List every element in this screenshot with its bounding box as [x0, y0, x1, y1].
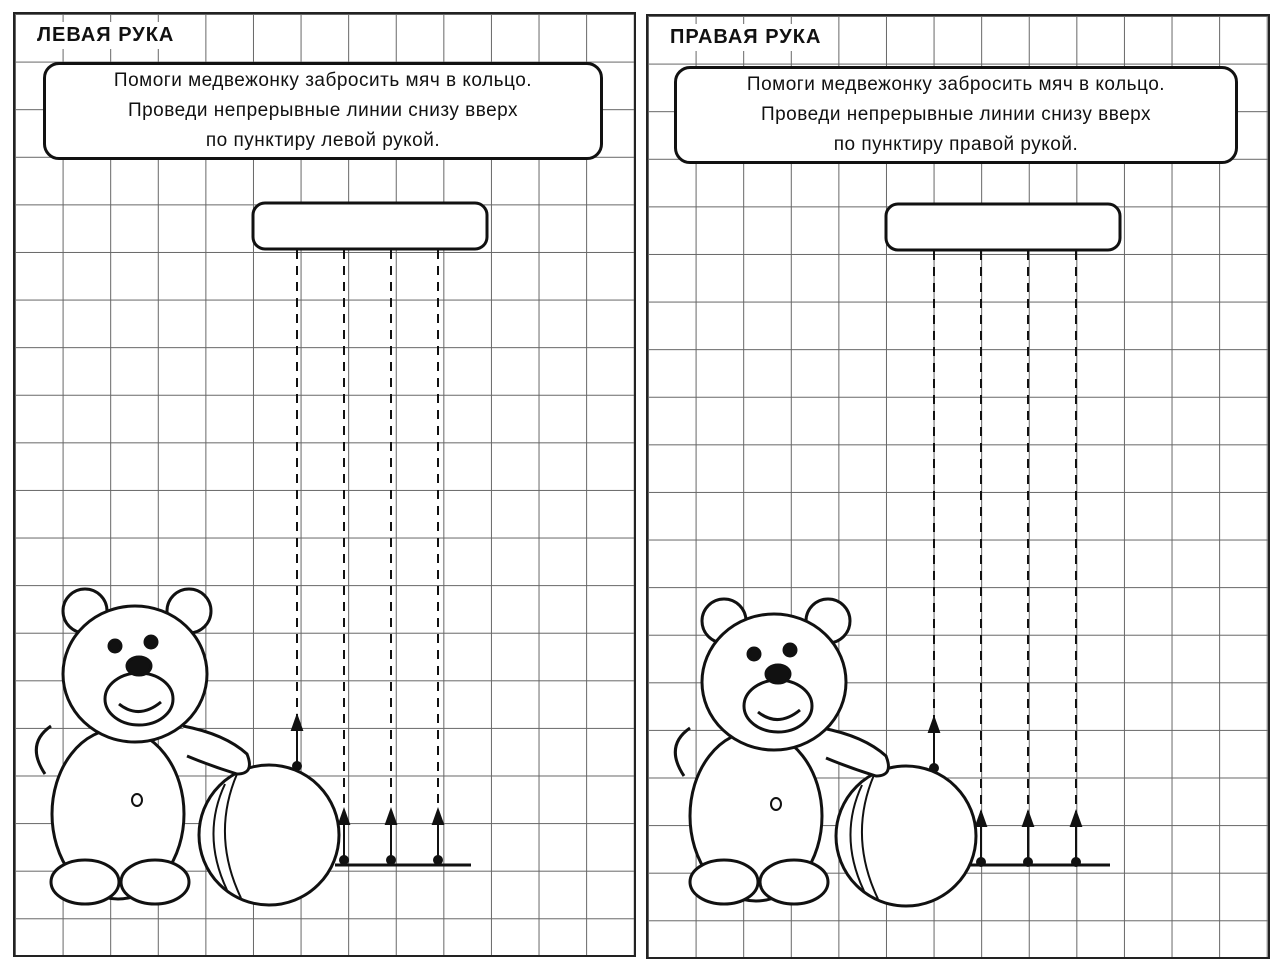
basket-icon	[253, 203, 487, 249]
instruction-line: Помоги медвежонку забросить мяч в кольцо.	[113, 70, 533, 91]
tracing-illustration	[15, 14, 634, 955]
ball-icon	[836, 766, 976, 906]
instruction-line: Проведи непрерывные линии снизу вверх	[127, 100, 519, 121]
dashed-tracing-lines[interactable]	[297, 250, 438, 820]
page-title: ПРАВАЯ РУКА	[666, 24, 825, 51]
ball-icon	[199, 765, 339, 905]
basket-icon	[886, 204, 1120, 250]
worksheet-page-right	[646, 14, 1270, 959]
worksheet-page-left	[13, 12, 636, 957]
tracing-illustration	[648, 16, 1268, 955]
instruction-line: Помоги медвежонку забросить мяч в кольцо.	[746, 74, 1166, 95]
dashed-tracing-lines[interactable]	[934, 251, 1076, 822]
instruction-line: по пунктиру правой рукой.	[833, 134, 1079, 155]
instruction-line: Проведи непрерывные линии снизу вверх	[760, 104, 1152, 125]
page-title: ЛЕВАЯ РУКА	[33, 22, 178, 49]
instruction-line: по пунктиру левой рукой.	[205, 130, 441, 151]
